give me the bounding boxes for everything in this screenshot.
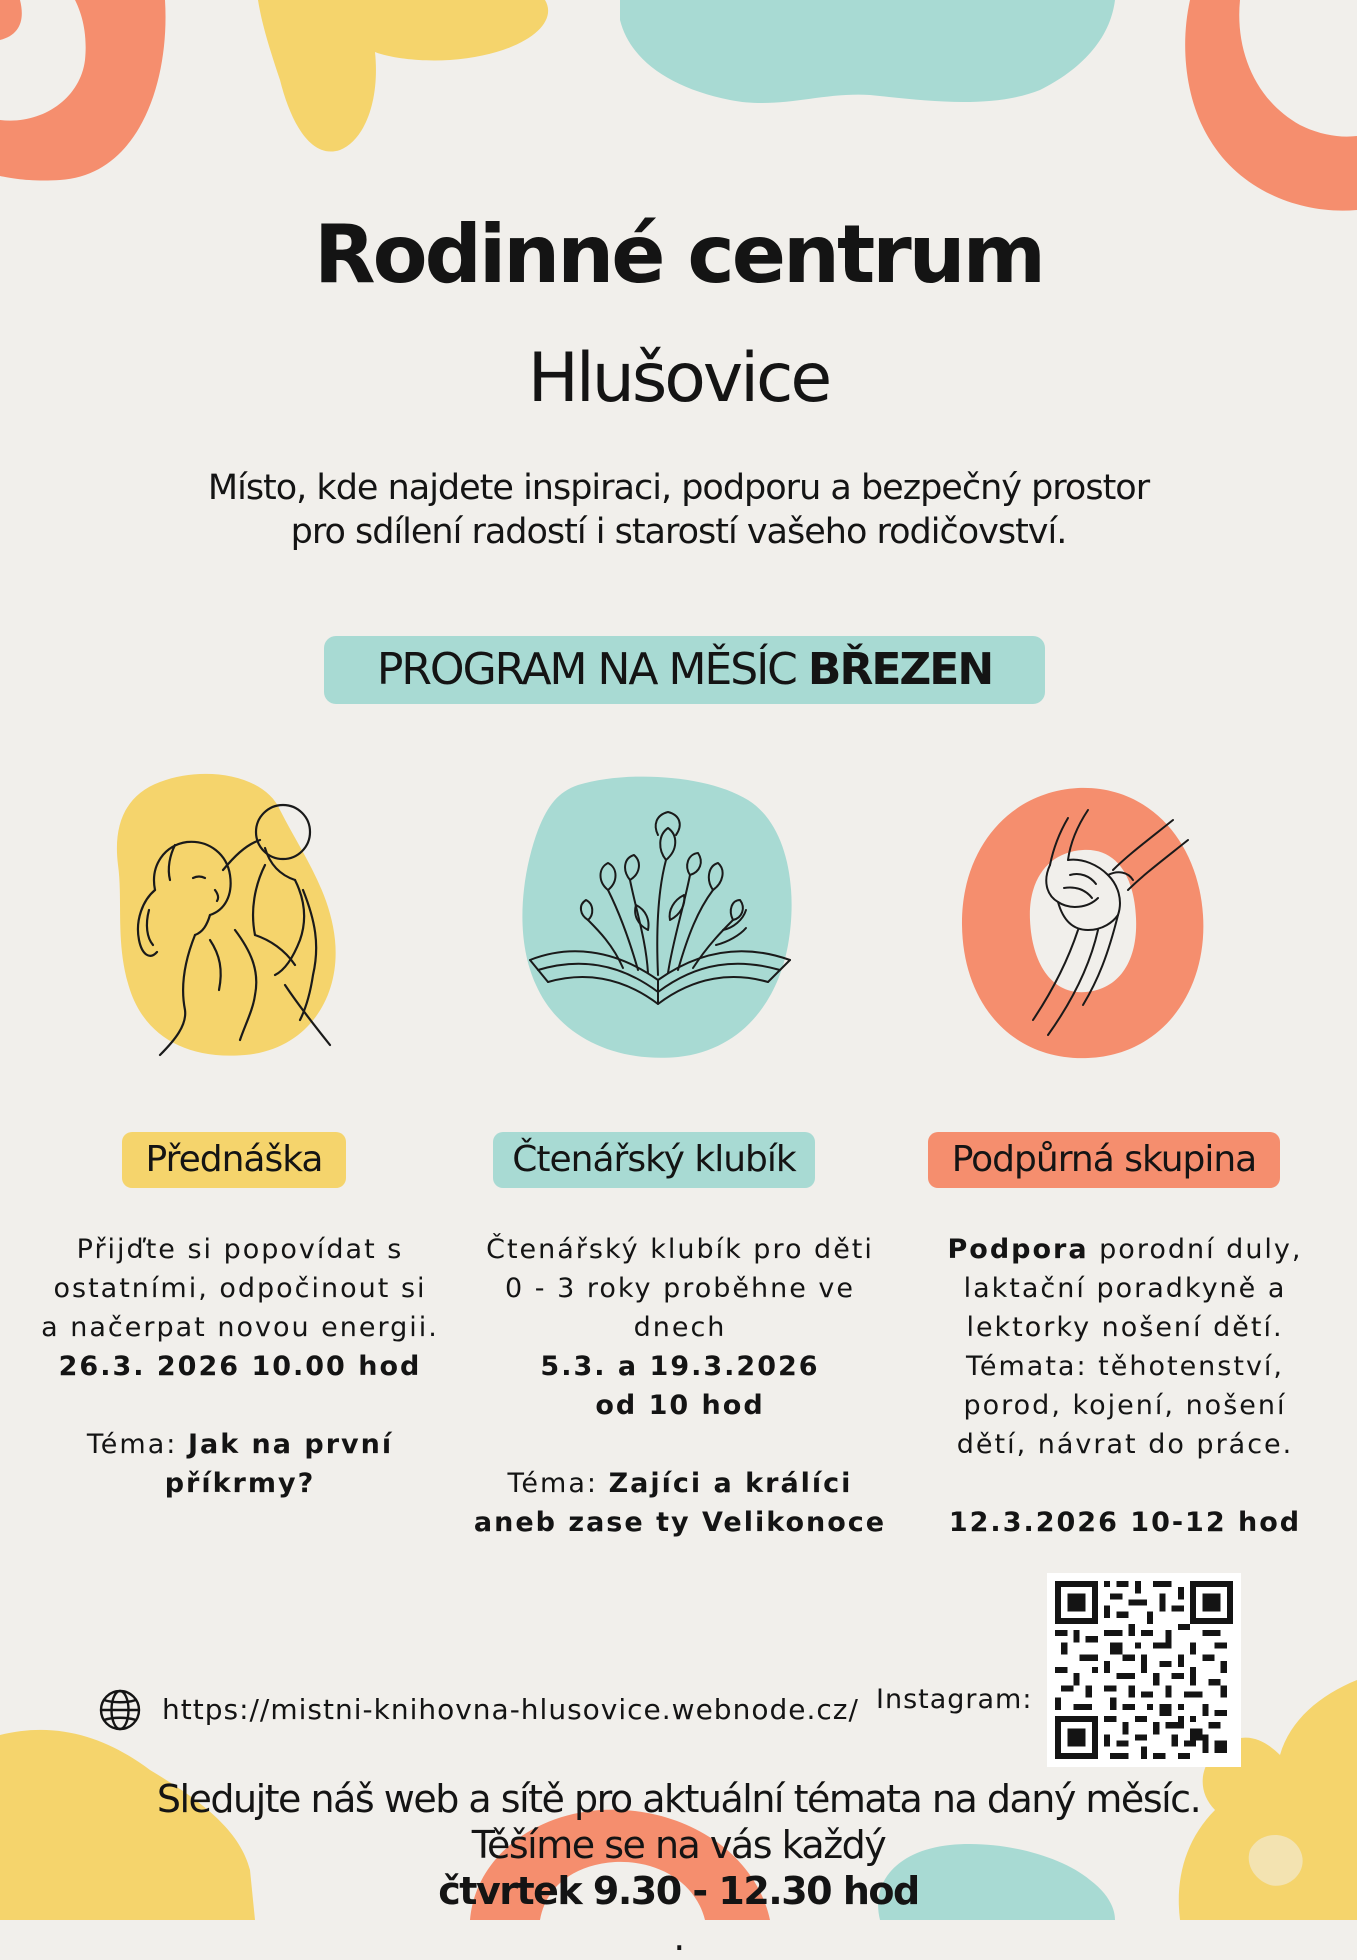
lecture-topic: Jak na první <box>187 1429 394 1460</box>
instagram-qr-code[interactable] <box>1047 1573 1241 1767</box>
page-title: Rodinné centrum <box>314 208 1043 301</box>
program-month: BŘEZEN <box>807 644 993 695</box>
lecture-topic-label: Téma: <box>86 1429 178 1460</box>
support-group-text-bold: Podpora <box>947 1234 1089 1265</box>
reading-club-description <box>460 1230 900 1542</box>
lecture-title: Přednáška <box>122 1132 346 1188</box>
support-group-text: laktační poradkyně a <box>963 1273 1287 1304</box>
footer-text: Těšíme se na vás každý <box>471 1823 886 1867</box>
coral-ring <box>962 788 1203 1058</box>
qr-code-pattern <box>1055 1581 1233 1759</box>
holding-hands-illustration <box>958 780 1208 1060</box>
reading-club-time: od 10 hod <box>595 1390 765 1421</box>
lecture-text: Přijďte si popovídat s <box>76 1234 404 1265</box>
page-subtitle: Hlušovice <box>527 339 830 418</box>
reading-club-topic-label: Téma: <box>507 1468 598 1499</box>
reading-club-text: 0 - 3 roky proběhne ve <box>504 1273 856 1304</box>
website-link[interactable]: https://mistni-knihovna-hlusovice.webnode.cz/ <box>162 1693 859 1726</box>
footer-line: Sledujte náš web a sítě pro aktuální témata na daný měsíc. <box>156 1777 1201 1821</box>
lecture-text: a načerpat novou energii. <box>41 1312 439 1343</box>
mother-holding-baby-illustration <box>115 770 345 1060</box>
reading-club-date: 5.3. a 19.3.2026 <box>540 1351 820 1382</box>
support-group-description <box>915 1230 1335 1542</box>
tagline <box>100 466 1257 554</box>
reading-club-text: Čtenářský klubík pro děti <box>486 1234 874 1265</box>
instagram-label: Instagram: <box>876 1684 1033 1715</box>
reading-club-topic: Zajíci a králíci <box>608 1468 853 1499</box>
lecture-text: ostatními, odpočinout si <box>53 1273 427 1304</box>
lecture-date: 26.3. 2026 10.00 hod <box>58 1351 422 1382</box>
program-label: PROGRAM NA MĚSÍC <box>376 644 796 695</box>
program-banner <box>324 636 1045 704</box>
reading-club-topic: aneb zase ty Velikonoce <box>473 1507 887 1538</box>
support-group-text: porodní duly, <box>1099 1234 1303 1265</box>
support-group-text: porod, kojení, nošení <box>963 1390 1287 1421</box>
footer <box>0 1776 1357 1960</box>
tagline-line: Místo, kde najdete inspiraci, podporu a bezpečný prostor <box>207 468 1150 508</box>
lecture-description <box>20 1230 460 1503</box>
support-group-text: dětí, návrat do práce. <box>956 1429 1294 1460</box>
footer-period: . <box>673 1915 684 1959</box>
globe-icon <box>98 1688 142 1732</box>
opening-hours: čtvrtek 9.30 - 12.30 hod <box>438 1869 919 1913</box>
reading-club-text: dnech <box>633 1312 727 1343</box>
tagline-line: pro sdílení radostí i starostí vašeho rodičovství. <box>290 512 1067 552</box>
support-group-date: 12.3.2026 10-12 hod <box>948 1507 1302 1538</box>
reading-club-title: Čtenářský klubík <box>493 1132 815 1188</box>
footer-line <box>0 1822 1357 1960</box>
open-book-flowers-illustration <box>518 770 798 1060</box>
support-group-text: lektorky nošení dětí. <box>966 1312 1284 1343</box>
support-group-text: Témata: těhotenství, <box>965 1351 1285 1382</box>
support-group-title: Podpůrná skupina <box>928 1132 1280 1188</box>
lecture-topic: příkrmy? <box>164 1468 316 1499</box>
